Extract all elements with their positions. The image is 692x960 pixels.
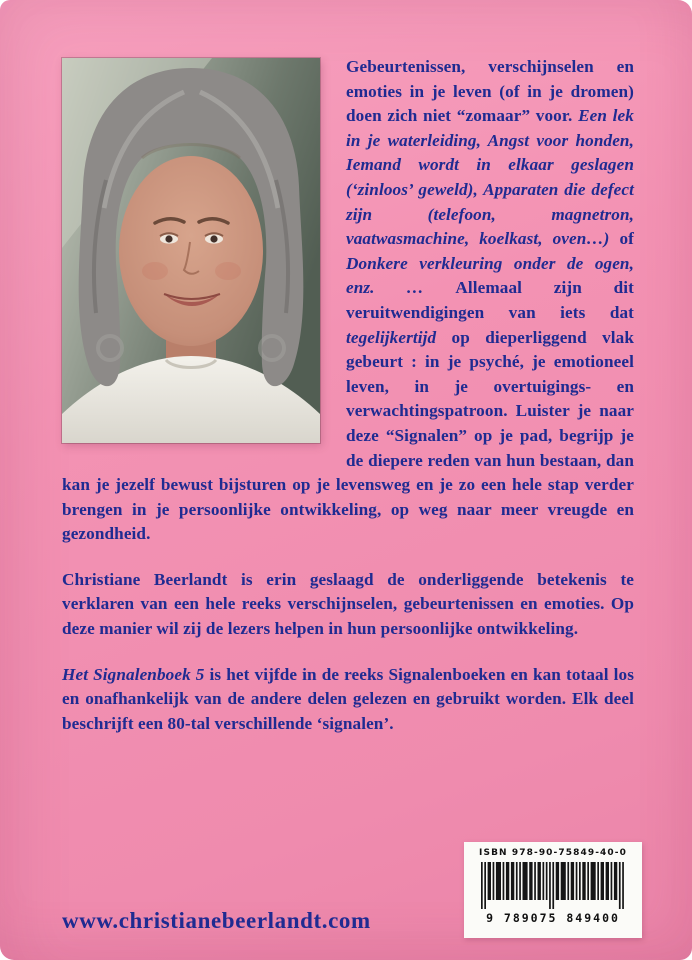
- author-portrait-illustration: [62, 58, 320, 443]
- barcode-digits: 9 789075 849400: [486, 911, 620, 925]
- website-url: www.christianebeerlandt.com: [62, 908, 371, 933]
- intro-paragraph: Gebeurtenissen, verschijnselen en emoties in je leven (of in je dromen) doen zich niet “zomaar” voor. Een lek in je waterleiding, Angst voor honden, Iemand wordt in elkaar geslagen (‘zinloos’ geweld), Apparaten die defect zijn (telefoon, magnetron, vaatwasmachine, koelkast, oven…) of Donkere verkleuring onder de ogen, enz. … Allemaal zijn dit veruitwendigingen van iets dat tegelijkertijd op dieperliggend vlak gebeurt : in je psyché, je emotioneel leven, in je overtuigings- en verwachtingspatroon. Luister je naar deze “Signalen” op je pad, begrijp je de diepere reden van hun bestaan, dan kan je jezelf bewust bijsturen op je levensweg en je zo een hele stap verder brengen in je persoonlijke ontwikkeling, op weg naar meer vreugde en gezondheid.: [62, 57, 634, 544]
- isbn-label: ISBN 978-90-75849-40-0: [479, 848, 627, 858]
- author-photo: [62, 58, 320, 443]
- barcode-panel: [464, 842, 642, 938]
- cover-content: [62, 55, 634, 757]
- author-paragraph: Christiane Beerlandt is erin geslaagd de onderliggende betekenis te verklaren van een hele reeks verschijnselen, gebeurtenissen en emoties. Op deze manier wil zij de lezers helpen in hun persoonlijke ontwikkeling.: [62, 569, 634, 639]
- barcode-bars-icon: [478, 862, 628, 910]
- series-paragraph: Het Signalenboek 5 is het vijfde in de reeks Signalenboeken en kan totaal los en onafhankelijk van de andere delen gelezen en gebruikt worden. Elk deel beschrijft een 80-tal verschillende ‘signalen’.: [62, 664, 634, 733]
